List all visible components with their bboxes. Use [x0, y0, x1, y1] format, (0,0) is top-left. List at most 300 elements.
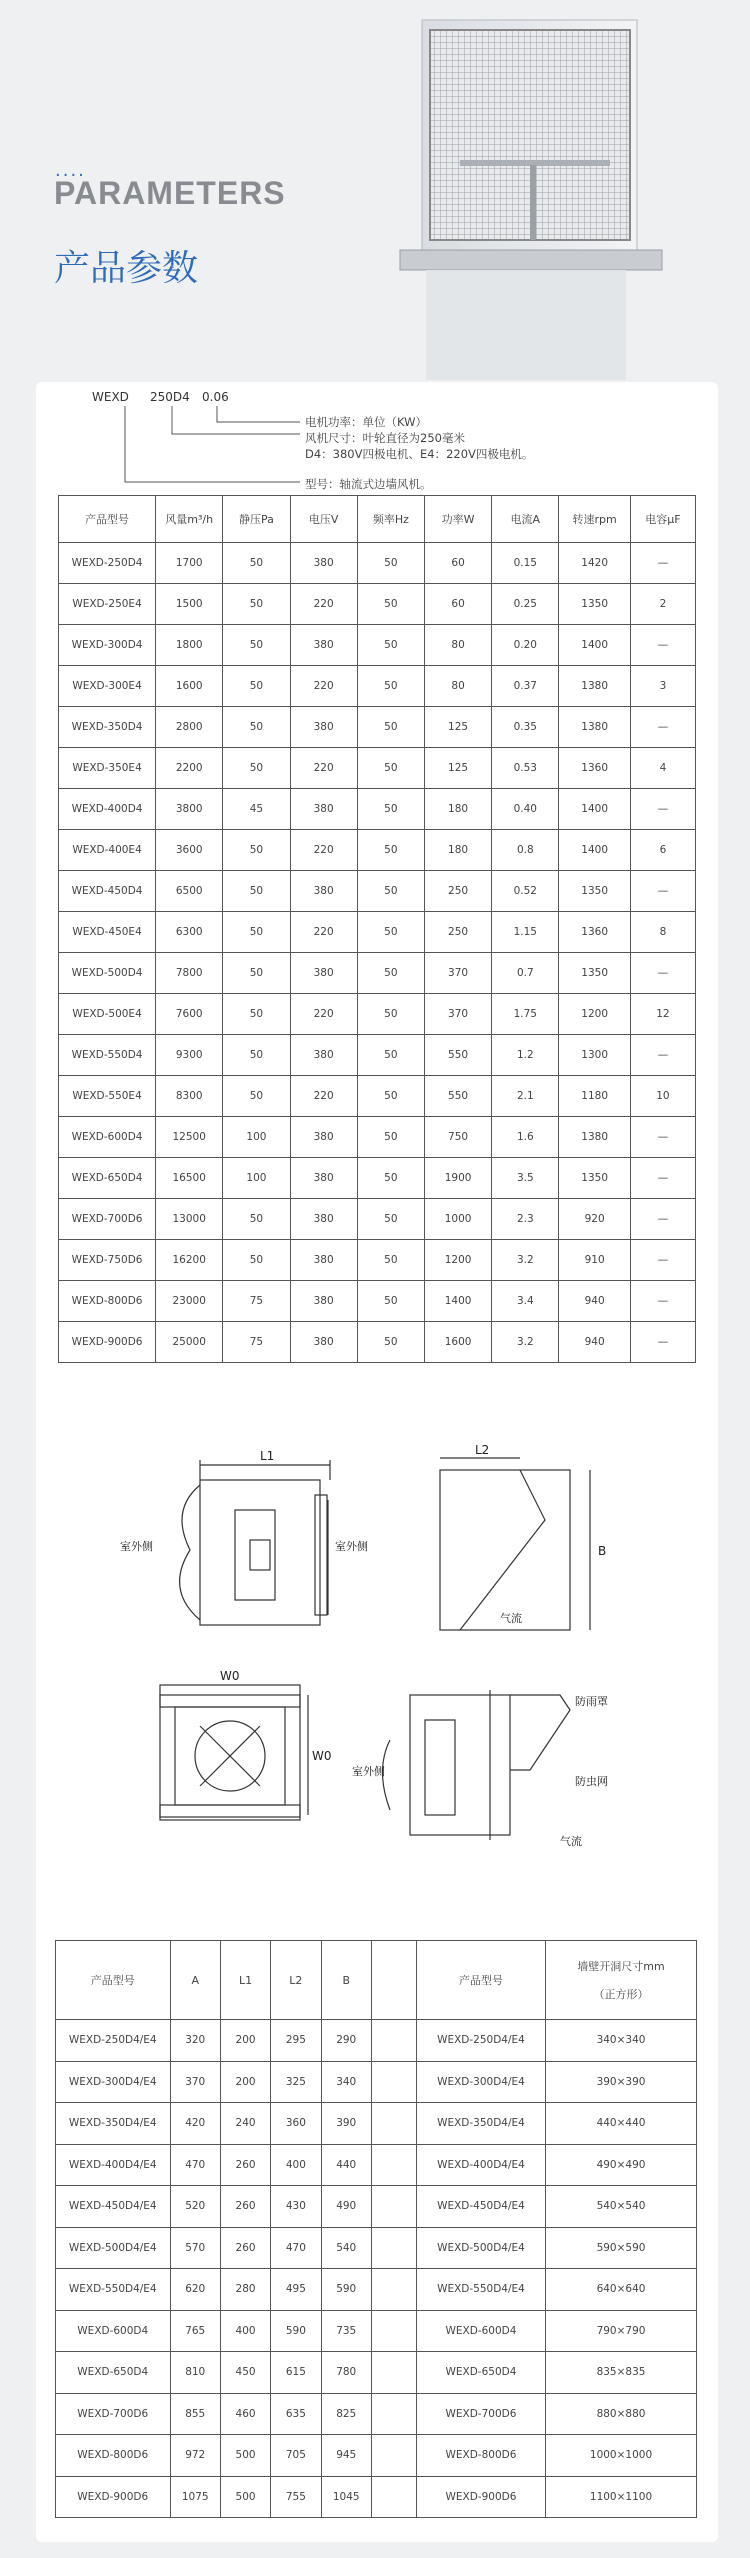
table-cell: 440	[321, 2144, 371, 2186]
params-header-cell: 功率W	[424, 496, 491, 543]
label-l1: L1	[260, 1449, 275, 1463]
table-row	[59, 1035, 696, 1076]
table-cell: 50	[223, 543, 290, 584]
table-cell: 590×590	[546, 2227, 697, 2269]
table-cell: 60	[424, 584, 491, 625]
table-cell: —	[630, 543, 695, 584]
table-cell: 910	[559, 1240, 630, 1281]
table-cell: 75	[223, 1322, 290, 1363]
code-part-1: WEXD	[92, 390, 129, 404]
table-cell: 500	[220, 2435, 270, 2477]
table-cell: 1400	[559, 830, 630, 871]
label-outdoor-left: 室外侧	[120, 1540, 153, 1553]
table-cell: 1360	[559, 748, 630, 789]
table-cell: WEXD-450D4/E4	[416, 2186, 545, 2228]
table-cell: 790×790	[546, 2310, 697, 2352]
table-cell: WEXD-500D4	[59, 953, 156, 994]
dimension-drawing	[120, 1440, 640, 1890]
label-airflow-2: 气流	[560, 1835, 582, 1848]
table-cell: 380	[290, 1035, 357, 1076]
table-cell: 50	[223, 1199, 290, 1240]
table-row	[59, 666, 696, 707]
table-cell: 0.40	[492, 789, 559, 830]
table-cell: —	[630, 789, 695, 830]
table-cell: 1380	[559, 707, 630, 748]
table-cell: 220	[290, 748, 357, 789]
dims-header-opening-line1: 墙壁开洞尺寸mm	[577, 1960, 665, 1973]
table-cell: 50	[357, 666, 424, 707]
table-cell: 0.37	[492, 666, 559, 707]
table-cell: WEXD-650D4	[59, 1158, 156, 1199]
table-cell: 200	[220, 2020, 270, 2062]
table-cell: 1075	[170, 2476, 220, 2518]
table-cell: WEXD-800D6	[56, 2435, 171, 2477]
table-row	[56, 2310, 697, 2352]
table-cell: 880×880	[546, 2393, 697, 2435]
table-cell: WEXD-400E4	[59, 830, 156, 871]
table-cell: 0.52	[492, 871, 559, 912]
code-desc-type: 型号：轴流式边墙风机。	[305, 477, 432, 491]
table-cell: 50	[357, 707, 424, 748]
table-row	[59, 994, 696, 1035]
table-cell: 440×440	[546, 2103, 697, 2145]
dims-header-cell: B	[321, 1941, 371, 2020]
table-cell: 80	[424, 625, 491, 666]
table-cell: 50	[357, 1076, 424, 1117]
table-cell: 615	[271, 2352, 321, 2394]
table-cell: WEXD-250E4	[59, 584, 156, 625]
table-cell: 220	[290, 584, 357, 625]
table-cell: WEXD-600D4	[59, 1117, 156, 1158]
table-cell: WEXD-500E4	[59, 994, 156, 1035]
table-cell: 50	[357, 1158, 424, 1199]
table-row	[59, 871, 696, 912]
table-row	[56, 2435, 697, 2477]
table-cell: 125	[424, 707, 491, 748]
table-row	[56, 2061, 697, 2103]
table-cell: 370	[170, 2061, 220, 2103]
table-cell: 220	[290, 994, 357, 1035]
table-cell: 50	[223, 666, 290, 707]
table-cell: 380	[290, 871, 357, 912]
table-cell	[371, 2227, 416, 2269]
table-cell: WEXD-650D4	[56, 2352, 171, 2394]
table-cell: 390×390	[546, 2061, 697, 2103]
table-cell: 7800	[156, 953, 223, 994]
table-cell: WEXD-300D4/E4	[416, 2061, 545, 2103]
table-row	[59, 1240, 696, 1281]
table-cell: WEXD-450D4/E4	[56, 2186, 171, 2228]
table-cell: 7600	[156, 994, 223, 1035]
table-cell: 50	[223, 584, 290, 625]
table-cell: 635	[271, 2393, 321, 2435]
table-cell: WEXD-700D6	[56, 2393, 171, 2435]
table-cell: 1300	[559, 1035, 630, 1076]
table-cell: 16500	[156, 1158, 223, 1199]
table-cell: 2800	[156, 707, 223, 748]
table-cell: 3800	[156, 789, 223, 830]
table-cell: 945	[321, 2435, 371, 2477]
table-cell: 50	[223, 707, 290, 748]
table-cell: 1.75	[492, 994, 559, 1035]
table-row	[59, 625, 696, 666]
table-cell	[371, 2352, 416, 2394]
params-table	[58, 495, 696, 1363]
table-cell: 640×640	[546, 2269, 697, 2311]
title-zh: 产品参数	[54, 248, 199, 289]
label-l2: L2	[475, 1443, 490, 1457]
table-cell: 810	[170, 2352, 220, 2394]
table-cell: 0.20	[492, 625, 559, 666]
table-cell: 6	[630, 830, 695, 871]
table-cell: 260	[220, 2144, 270, 2186]
table-cell: 8	[630, 912, 695, 953]
table-cell: WEXD-550D4/E4	[416, 2269, 545, 2311]
table-cell: WEXD-250D4	[59, 543, 156, 584]
table-cell: WEXD-900D6	[416, 2476, 545, 2518]
table-cell: 2.3	[492, 1199, 559, 1240]
table-cell: —	[630, 1158, 695, 1199]
table-cell: 8300	[156, 1076, 223, 1117]
title-en: PARAMETERS	[54, 175, 286, 211]
table-cell	[371, 2435, 416, 2477]
table-cell: WEXD-550D4	[59, 1035, 156, 1076]
table-cell: 430	[271, 2186, 321, 2228]
table-cell: WEXD-550D4/E4	[56, 2269, 171, 2311]
table-cell: 380	[290, 1281, 357, 1322]
table-row	[59, 953, 696, 994]
table-cell: —	[630, 1199, 695, 1240]
table-cell: 972	[170, 2435, 220, 2477]
table-cell: 1200	[559, 994, 630, 1035]
table-cell: 1800	[156, 625, 223, 666]
table-cell: 50	[223, 1076, 290, 1117]
table-cell: 260	[220, 2186, 270, 2228]
label-outdoor-low: 室外侧	[352, 1765, 385, 1778]
table-cell: 50	[357, 912, 424, 953]
table-row	[59, 1322, 696, 1363]
table-cell	[371, 2476, 416, 2518]
table-cell: —	[630, 871, 695, 912]
table-cell: 50	[357, 1117, 424, 1158]
table-cell: WEXD-900D6	[59, 1322, 156, 1363]
table-cell: 1045	[321, 2476, 371, 2518]
table-cell: 50	[223, 830, 290, 871]
table-cell: 0.25	[492, 584, 559, 625]
params-header-cell: 转速rpm	[559, 496, 630, 543]
table-cell: 50	[357, 543, 424, 584]
table-cell: 825	[321, 2393, 371, 2435]
table-cell: 1700	[156, 543, 223, 584]
table-cell	[371, 2020, 416, 2062]
code-desc-power: 电机功率：单位（KW）	[305, 415, 428, 429]
table-cell: 750	[424, 1117, 491, 1158]
table-cell: 1.15	[492, 912, 559, 953]
table-row	[59, 1117, 696, 1158]
table-cell: WEXD-650D4	[416, 2352, 545, 2394]
table-cell: WEXD-550E4	[59, 1076, 156, 1117]
table-cell: 380	[290, 1240, 357, 1281]
table-cell: 125	[424, 748, 491, 789]
table-cell: WEXD-300E4	[59, 666, 156, 707]
table-cell: 2200	[156, 748, 223, 789]
table-cell: 380	[290, 1158, 357, 1199]
table-cell: 320	[170, 2020, 220, 2062]
table-cell: 60	[424, 543, 491, 584]
table-cell: 280	[220, 2269, 270, 2311]
table-cell: 380	[290, 1199, 357, 1240]
table-cell: WEXD-800D6	[59, 1281, 156, 1322]
table-row	[59, 748, 696, 789]
table-cell: 855	[170, 2393, 220, 2435]
params-header-cell: 风量m³/h	[156, 496, 223, 543]
table-cell: WEXD-400D4/E4	[416, 2144, 545, 2186]
table-cell: 1500	[156, 584, 223, 625]
table-cell: 590	[321, 2269, 371, 2311]
table-cell: 2	[630, 584, 695, 625]
table-cell: 0.7	[492, 953, 559, 994]
table-cell: 260	[220, 2227, 270, 2269]
table-cell: 45	[223, 789, 290, 830]
table-cell: 1400	[424, 1281, 491, 1322]
table-cell: 50	[357, 625, 424, 666]
table-cell: —	[630, 1117, 695, 1158]
table-cell: 50	[357, 830, 424, 871]
table-cell: WEXD-350D4/E4	[56, 2103, 171, 2145]
table-cell: WEXD-350D4/E4	[416, 2103, 545, 2145]
table-cell: 1200	[424, 1240, 491, 1281]
table-cell: 370	[424, 994, 491, 1035]
table-cell	[371, 2310, 416, 2352]
table-cell: —	[630, 1281, 695, 1322]
table-cell: 1360	[559, 912, 630, 953]
table-cell: 0.35	[492, 707, 559, 748]
code-desc-size: 风机尺寸：叶轮直径为250毫米	[305, 431, 465, 445]
params-header-cell: 产品型号	[59, 496, 156, 543]
table-cell: 490×490	[546, 2144, 697, 2186]
table-cell: 50	[223, 912, 290, 953]
table-cell: WEXD-800D6	[416, 2435, 545, 2477]
table-row	[56, 2352, 697, 2394]
table-cell: WEXD-400D4	[59, 789, 156, 830]
table-cell: 3	[630, 666, 695, 707]
table-cell: 1350	[559, 1158, 630, 1199]
table-cell: WEXD-350D4	[59, 707, 156, 748]
table-cell: 380	[290, 953, 357, 994]
table-cell: 1000×1000	[546, 2435, 697, 2477]
table-cell: 1600	[424, 1322, 491, 1363]
table-cell: 490	[321, 2186, 371, 2228]
table-cell: 50	[357, 871, 424, 912]
table-cell: 50	[223, 994, 290, 1035]
table-cell: WEXD-500D4/E4	[416, 2227, 545, 2269]
table-cell: 12	[630, 994, 695, 1035]
table-cell	[371, 2103, 416, 2145]
table-cell: WEXD-250D4/E4	[56, 2020, 171, 2062]
table-cell: 25000	[156, 1322, 223, 1363]
label-h0: W0	[312, 1749, 332, 1763]
table-cell: 295	[271, 2020, 321, 2062]
table-cell: 620	[170, 2269, 220, 2311]
table-cell: 1.6	[492, 1117, 559, 1158]
table-cell: 380	[290, 789, 357, 830]
table-row	[59, 1281, 696, 1322]
table-cell: 3.5	[492, 1158, 559, 1199]
table-cell: 380	[290, 707, 357, 748]
table-cell: 765	[170, 2310, 220, 2352]
table-cell: 2.1	[492, 1076, 559, 1117]
table-cell: 50	[357, 953, 424, 994]
table-row	[59, 1158, 696, 1199]
table-cell: 100	[223, 1158, 290, 1199]
table-cell: 50	[223, 871, 290, 912]
dims-header-cell: 产品型号	[56, 1941, 171, 2020]
table-row	[56, 2103, 697, 2145]
table-cell: 1400	[559, 625, 630, 666]
table-cell: 50	[223, 1240, 290, 1281]
table-cell: 460	[220, 2393, 270, 2435]
table-cell: 380	[290, 1117, 357, 1158]
table-row	[59, 1199, 696, 1240]
table-cell: 570	[170, 2227, 220, 2269]
table-row	[59, 830, 696, 871]
params-header-cell: 静压Pa	[223, 496, 290, 543]
table-cell: 250	[424, 871, 491, 912]
table-cell: 550	[424, 1076, 491, 1117]
table-cell: WEXD-600D4	[416, 2310, 545, 2352]
table-cell: 50	[357, 1240, 424, 1281]
dimensions-table	[55, 1940, 697, 2518]
table-cell: 755	[271, 2476, 321, 2518]
dims-header-cell: L1	[220, 1941, 270, 2020]
label-insect-net: 防虫网	[575, 1775, 608, 1788]
table-cell: WEXD-900D6	[56, 2476, 171, 2518]
table-cell: 735	[321, 2310, 371, 2352]
dims-header-cell: 产品型号	[416, 1941, 545, 2020]
dims-header-cell: A	[170, 1941, 220, 2020]
table-cell: 1180	[559, 1076, 630, 1117]
table-cell: WEXD-300D4/E4	[56, 2061, 171, 2103]
table-cell: 1350	[559, 953, 630, 994]
code-part-3: 0.06	[202, 390, 229, 404]
label-b: B	[598, 1544, 607, 1558]
table-cell	[371, 2393, 416, 2435]
table-cell: 3.2	[492, 1240, 559, 1281]
table-cell: WEXD-350E4	[59, 748, 156, 789]
table-cell: 495	[271, 2269, 321, 2311]
table-cell: 50	[357, 1035, 424, 1076]
table-cell: 590	[271, 2310, 321, 2352]
table-cell: 470	[170, 2144, 220, 2186]
table-cell: 3.4	[492, 1281, 559, 1322]
table-cell: 550	[424, 1035, 491, 1076]
table-cell: 540	[321, 2227, 371, 2269]
table-cell: 1900	[424, 1158, 491, 1199]
table-cell: 50	[357, 994, 424, 1035]
table-cell: 100	[223, 1117, 290, 1158]
table-row	[56, 2144, 697, 2186]
table-cell: WEXD-300D4	[59, 625, 156, 666]
table-cell: 75	[223, 1281, 290, 1322]
table-cell: —	[630, 625, 695, 666]
label-airflow-1: 气流	[500, 1612, 522, 1625]
table-cell: 520	[170, 2186, 220, 2228]
table-cell: 290	[321, 2020, 371, 2062]
table-cell: 380	[290, 625, 357, 666]
table-cell: —	[630, 953, 695, 994]
table-cell: 540×540	[546, 2186, 697, 2228]
table-cell: 10	[630, 1076, 695, 1117]
table-cell: 390	[321, 2103, 371, 2145]
model-code-diagram	[80, 390, 680, 500]
table-cell: 240	[220, 2103, 270, 2145]
table-row	[56, 2476, 697, 2518]
front-view-body	[200, 1480, 320, 1625]
table-cell: 50	[357, 1322, 424, 1363]
dims-header-opening	[546, 1941, 697, 2020]
table-cell: WEXD-700D6	[59, 1199, 156, 1240]
table-cell: 13000	[156, 1199, 223, 1240]
table-cell: 400	[220, 2310, 270, 2352]
table-cell: WEXD-400D4/E4	[56, 2144, 171, 2186]
table-cell: 9300	[156, 1035, 223, 1076]
table-cell: WEXD-500D4/E4	[56, 2227, 171, 2269]
header-banner	[0, 0, 750, 380]
table-cell: 325	[271, 2061, 321, 2103]
table-cell: 1100×1100	[546, 2476, 697, 2518]
params-header-cell: 电流A	[492, 496, 559, 543]
table-cell: 6300	[156, 912, 223, 953]
table-cell: 340	[321, 2061, 371, 2103]
table-cell: WEXD-450E4	[59, 912, 156, 953]
table-cell: 50	[223, 953, 290, 994]
dims-header-opening-line2: （正方形）	[593, 1988, 649, 2001]
label-rain-cover: 防雨罩	[575, 1695, 608, 1708]
table-cell: 80	[424, 666, 491, 707]
table-cell: 1350	[559, 584, 630, 625]
table-row	[59, 707, 696, 748]
table-cell: 940	[559, 1322, 630, 1363]
table-cell	[371, 2144, 416, 2186]
table-cell: 1350	[559, 871, 630, 912]
table-cell: 780	[321, 2352, 371, 2394]
table-cell: 220	[290, 1076, 357, 1117]
wall-fan-photo	[380, 0, 680, 380]
decor-dots: ....	[55, 160, 86, 181]
table-cell: 50	[223, 1035, 290, 1076]
table-cell: —	[630, 1035, 695, 1076]
table-cell: 50	[357, 789, 424, 830]
table-cell	[371, 2186, 416, 2228]
side-view-body	[440, 1470, 570, 1630]
table-cell	[371, 2061, 416, 2103]
table-row	[56, 2020, 697, 2062]
code-desc-motor: D4：380V四极电机、E4：220V四极电机。	[305, 447, 534, 461]
table-cell: WEXD-250D4/E4	[416, 2020, 545, 2062]
table-cell: 220	[290, 912, 357, 953]
table-cell: 1.2	[492, 1035, 559, 1076]
table-cell: 1380	[559, 1117, 630, 1158]
table-cell: 220	[290, 666, 357, 707]
params-header-cell: 频率Hz	[357, 496, 424, 543]
table-row	[59, 1076, 696, 1117]
table-cell: 12500	[156, 1117, 223, 1158]
table-cell: 200	[220, 2061, 270, 2103]
table-cell: 180	[424, 789, 491, 830]
table-cell: 1600	[156, 666, 223, 707]
table-cell: 23000	[156, 1281, 223, 1322]
table-cell: WEXD-750D6	[59, 1240, 156, 1281]
